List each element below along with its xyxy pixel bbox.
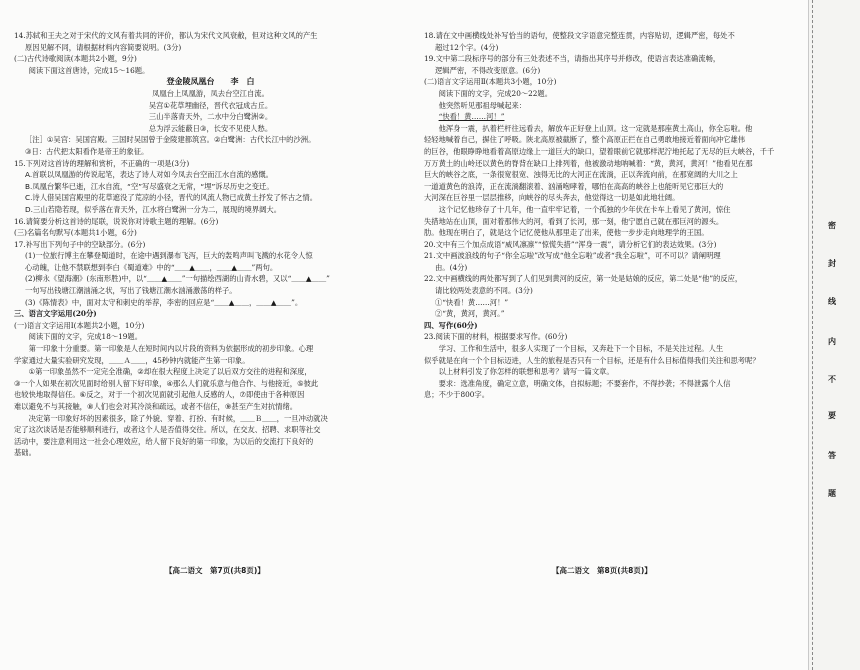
left-page-line: 一句写出钱塘江潮汹涌之状，写出了钱塘江潮水汹涌激荡的样子。 (25, 286, 237, 296)
left-page-line: 定了这次谈话是否能够顺利进行，或者这个人是否值得交往。所以，在交友、招聘、求职等社交 (14, 425, 321, 435)
right-page-line: 逻辑严密，不得改变原意。(6分) (435, 65, 541, 75)
right-page-footer: 【高二语文 第8页(共8页)】 (552, 566, 652, 575)
left-page-line: 基础。 (14, 448, 36, 458)
left-page-line: 15.下列对这首诗的理解和赏析，不正确的一项是(3分) (14, 158, 190, 168)
left-page-line: B.凤凰台繁华已逝，江水自流，“空”写尽盛衰之无常，“埋”诉尽历史之变迁。 (25, 181, 274, 191)
left-page-line: 难以避免不与其接触，⑧人们也会对其冷淡和疏远，或者不信任，⑨甚至产生对抗情绪。 (14, 402, 298, 411)
left-page-line: 登金陵凤凰台 李 白 (166, 76, 255, 87)
right-page-line: 由。(4分) (435, 262, 468, 272)
left-page-line: ①第一印象虽然不一定完全准确，②却在很大程度上决定了以后双方交往的进程和深度， (28, 367, 312, 377)
right-page-line: 21.文中画波浪线的句子“你全忘啦”改写成“他全忘啦”或者“我全忘啦”，可不可以？请阐明理 (424, 251, 721, 261)
left-page-line: 总为浮云能蔽日③，长安不见使人愁。 (148, 123, 273, 133)
binding-seal-char: 答 (828, 451, 836, 460)
left-page-line: 14.苏轼和王夫之对于宋代的文风有着共同的评价，都认为宋代文风衰敝，但对这种文风的产生 (14, 31, 318, 40)
left-page-line: 活动中，要注意利用这一社会心理效应，给人留下良好的第一印象，为以后的交流打下良好的 (14, 436, 314, 446)
left-page-line: D.三山若隐若现，似乎落在青天外，江水将白鹭洲一分为二，展现的境界阔大。 (25, 204, 282, 214)
left-page-line: 学家通过大量实验研究发现，＿＿Ａ＿＿，45秒钟内就能产生第一印象。 (14, 355, 250, 365)
binding-seal-char: 要 (828, 411, 836, 420)
left-page-line: 阅读下面的文字，完成18～19题。 (28, 332, 143, 342)
left-page-line: 第一印象十分重要。第一印象是人在短时间内以片段的资料为依据形成的初步印象。心理 (28, 344, 314, 354)
binding-seal-char: 线 (828, 297, 836, 306)
left-page-line: 也较快地取得信任。⑥反之，对于一个初次见面就引起他人反感的人，⑦即使由于各种原因 (14, 390, 305, 400)
binding-seal-char: 封 (828, 259, 836, 268)
right-page-line: 23.阅读下面的材料，根据要求写作。(60分) (424, 332, 568, 342)
left-page-line: (2)柳永《望海潮》(东南形胜)中，以“＿＿▲＿＿”一句描绘西湖的山青水碧，又以“＿＿▲＿＿” (25, 274, 330, 284)
left-page-line: 原因见解不同，请根据材料内容简要说明。(3分) (25, 42, 182, 52)
left-page-line: (1)一位旅行博主在攀登蜀道时，在途中遇到瀑布飞泻，巨大的轰鸣声叫飞溅的水花令人惊 (25, 251, 313, 261)
right-page-line: “快看！黄……河！” (438, 112, 505, 122)
right-page-line: 巨大的峡谷之底，一条很宽很宽、浊得无比的大河正在流淌，正以奔流向前，在那宽阔的大川之上 (424, 170, 738, 180)
left-page-line: C.诗人借吴国宫殿里的花草遮没了荒凉的小径，晋代的风流人物已成黄土抒发了怀古之情。 (25, 193, 317, 203)
left-page-line: ③一个人如果在初次见面时给别人留下好印象，④那么人们就乐意与他合作、与他接近，⑤彼此 (14, 378, 319, 388)
right-page-line: 以上材料引发了你怎样的联想和思考？请写一篇文章。 (438, 367, 614, 377)
binding-seal-char: 密 (828, 221, 836, 230)
left-page-line: 凤凰台上凤凰游，凤去台空江自流。 (152, 88, 269, 98)
right-page-line: 一道道黄色的浪涛，正在流淌翻滚着、汹涌咆哮着，哪怕在高高的峡谷上也能听见它那巨大的 (424, 181, 724, 191)
right-page-line: (二)语言文字运用Ⅱ(本题共3小题，10分) (424, 77, 557, 87)
left-page-line: 吴宫①花草埋幽径，晋代衣冠成古丘。 (148, 100, 273, 110)
right-page-line: 肋。他现在明白了，就是这个记忆使他从那里走了出来，使他一步步走向地理学的王国。 (424, 228, 709, 238)
binding-seal-char: 题 (828, 489, 836, 498)
binding-dashed-line (812, 0, 813, 670)
right-page-line: 轻轻地喊着自己，摒住了呼吸。陕北高原被截断了，整个高原正拦在自己勇敢地接近着面向冲它雄伟 (424, 135, 746, 145)
right-page-line: 这个记忆他珍存了十几年，他一直牢牢记着，一个孤独的少年伏在卡车上看见了黄河，惊住 (438, 204, 731, 214)
right-page-line: 19.文中第二段标序号的部分有三处表述不当，请指出其序号并修改，使语言表达准确流畅， (424, 54, 721, 64)
right-page-line: 18.请在文中画横线处补写恰当的语句，使整段文字语意完整连贯，内容贴切，逻辑严密，每处不 (424, 31, 735, 40)
left-page-line: 阅读下面这首唐诗，完成15～16题。 (28, 65, 150, 75)
left-page-footer: 【高二语文 第7页(共8页)】 (165, 566, 265, 575)
left-page-line: (三)名篇名句默写(本题共1小题，6分) (14, 228, 137, 238)
right-page-line: 息；不少于800字。 (424, 390, 490, 400)
right-page-line: 要求：选准角度，确定立意，明确文体，自拟标题；不要套作，不得抄袭；不得泄露个人信 (438, 378, 731, 388)
right-page-line: 万万黄土的山岭还以黄色的脊背在缺口上排列着，他被激动地呐喊着：“黄，黄河，黄河！”他看见在那 (424, 158, 753, 168)
right-page-line: 20.文中有三个加点成语“威风凛凛”“惊慌失措”“浑身一震”，请分析它们的表达效果。(3分) (424, 239, 717, 249)
left-page-line: ［注］①吴宫：吴国宫殿。三国时吴国曾于金陵建都筑宫。②白鹭洲：古代长江中的沙洲。 (25, 135, 316, 145)
right-page-line: 大河深在巨谷里一层层推移，向峡谷的尽头奔去，他觉得这一切是如此地壮阔。 (424, 193, 680, 203)
left-page-line: (3)《陈情表》中，面对太守和刺史的举荐，李密的回应是“＿＿▲＿＿，＿＿▲＿＿”。 (25, 297, 303, 307)
right-page-line: 22.文中画横线的两处都写到了人们见到黄河的反应，第一处是姑娘的反应，第二处是“他”的反应， (424, 274, 743, 284)
left-page-column (14, 30, 407, 459)
left-page-line: A.首联以凤凰游的传说起笔，表达了诗人对如今凤去台空而江水自流的感慨。 (25, 170, 273, 180)
right-page-line: ①“快看！黄……河！” (435, 297, 509, 307)
right-page-line: 失措地站在山顶，面对着那伟大的河，看到了长河，那一刻，他宁愿自己就在那巨河的源头。 (424, 216, 724, 226)
left-page-line: 决定第一印象好坏的因素很多，除了外貌、穿着、打扮、有时候，＿＿Ｂ＿＿，一旦冲动就决 (28, 413, 328, 423)
right-page-line: 阅读下面的文字，完成20～22题。 (438, 88, 553, 98)
right-page-line: 他浑身一震，扒着栏杆往远看去，解放车正好登上山顶。这一定就是那座黄土高山，你全忘啦。他 (438, 123, 753, 133)
right-page-line: 四、写作(60分) (424, 320, 478, 330)
left-page-line: 16.请简要分析这首诗的尾联，说说你对诗歌主题的理解。(6分) (14, 216, 219, 226)
right-page-line: 请比较两处表意的不同。(3分) (435, 286, 533, 296)
left-page-line: 17.补写出下列句子中的空缺部分。(6分) (14, 239, 146, 249)
left-page-line: ③日：古代把太阳看作是帝王的象征。 (25, 146, 149, 156)
right-page-line: 超过12个字。(4分) (435, 42, 499, 52)
left-page-line: (二)古代诗歌阅读(本题共2小题，9分) (14, 54, 137, 64)
right-page-line: 似乎就是在向一个个目标迈进，人生的旅程是否只有一个目标，还是有什么目标值得我们关注和思考呢？ (424, 355, 760, 365)
left-page-line: 三、语言文字运用(20分) (14, 309, 97, 319)
right-page-line: 学习、工作和生活中，很多人实现了一个目标，又奔赴下一个目标，不是关注过程。人生 (438, 344, 724, 354)
right-page-line: 他突然听见那祖母喊起来： (438, 100, 527, 110)
binding-seal-char: 不 (828, 375, 836, 384)
left-page-line: 心动魄，让他不禁联想到李白《蜀道难》中的“＿＿▲＿＿，＿＿▲＿＿”两句。 (25, 262, 278, 272)
right-page-column (424, 30, 796, 401)
left-page-line: 三山半落青天外，二水中分白鹭洲②。 (148, 112, 273, 122)
binding-seal-char: 内 (828, 337, 836, 346)
binding-strip (808, 0, 860, 670)
right-page-line: ②“黄，黄河，黄河。” (435, 309, 505, 319)
left-page-line: (一)语言文字运用Ⅰ(本题共2小题，10分) (14, 320, 145, 330)
right-page-line: 的巨谷，他眼睁睁地看着高原边缘上一道巨大的缺口，望着眼前它就那样泥泞地托起了无尽的巨大峡谷，千千 (424, 146, 775, 156)
